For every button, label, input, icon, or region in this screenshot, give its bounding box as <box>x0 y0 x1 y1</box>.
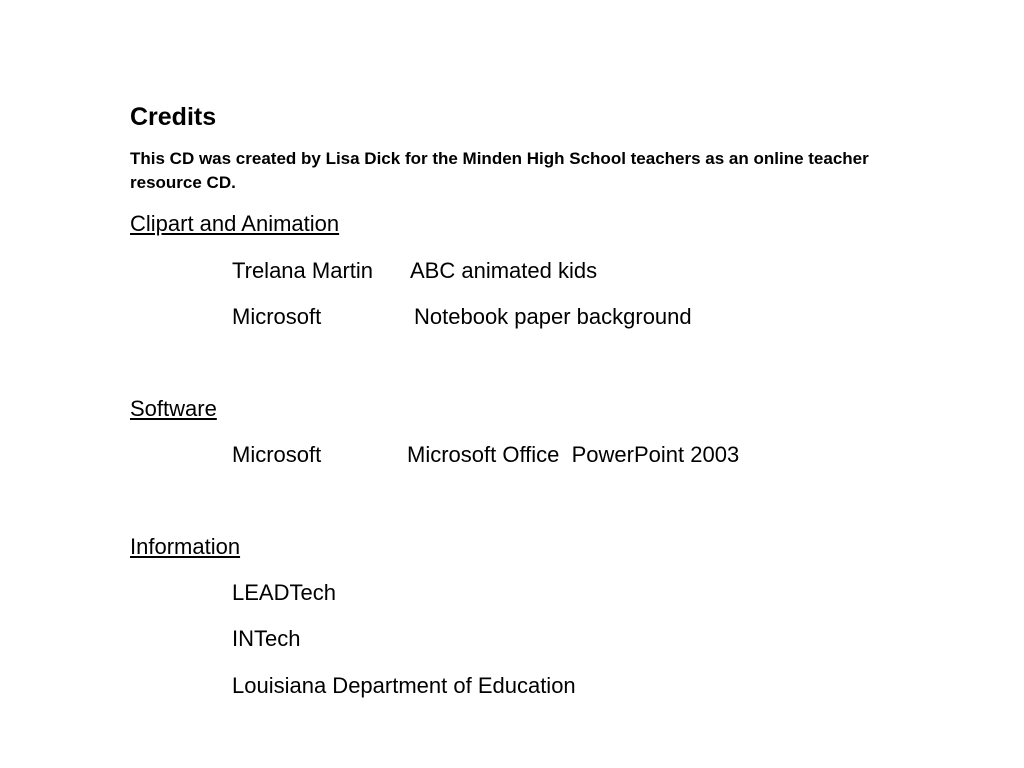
credit-source: Microsoft <box>232 304 322 329</box>
credit-source: Microsoft <box>232 442 322 467</box>
credit-item: Microsoft Office PowerPoint 2003 <box>407 442 740 467</box>
section-heading-clipart: Clipart and Animation <box>130 211 340 236</box>
credit-row <box>232 441 740 469</box>
intro-text: This CD was created by Lisa Dick for the Minden High School teachers as an online teacher resource CD. <box>130 149 869 192</box>
credit-source: LEADTech <box>232 580 336 605</box>
section-heading-information: Information <box>130 534 241 559</box>
credit-row <box>232 625 300 653</box>
credit-row <box>232 257 598 285</box>
credit-item: Notebook paper background <box>414 304 692 329</box>
credit-row <box>232 672 576 700</box>
credit-item: ABC animated kids <box>410 258 598 283</box>
credit-source: Louisiana Department of Education <box>232 673 576 698</box>
section-heading-software: Software <box>130 396 217 421</box>
credit-source: Trelana Martin <box>232 258 374 283</box>
credits-slide <box>130 0 960 768</box>
credit-row <box>232 303 692 331</box>
credit-row <box>232 579 336 607</box>
credit-source: INTech <box>232 626 301 651</box>
page-title: Credits <box>130 103 217 131</box>
